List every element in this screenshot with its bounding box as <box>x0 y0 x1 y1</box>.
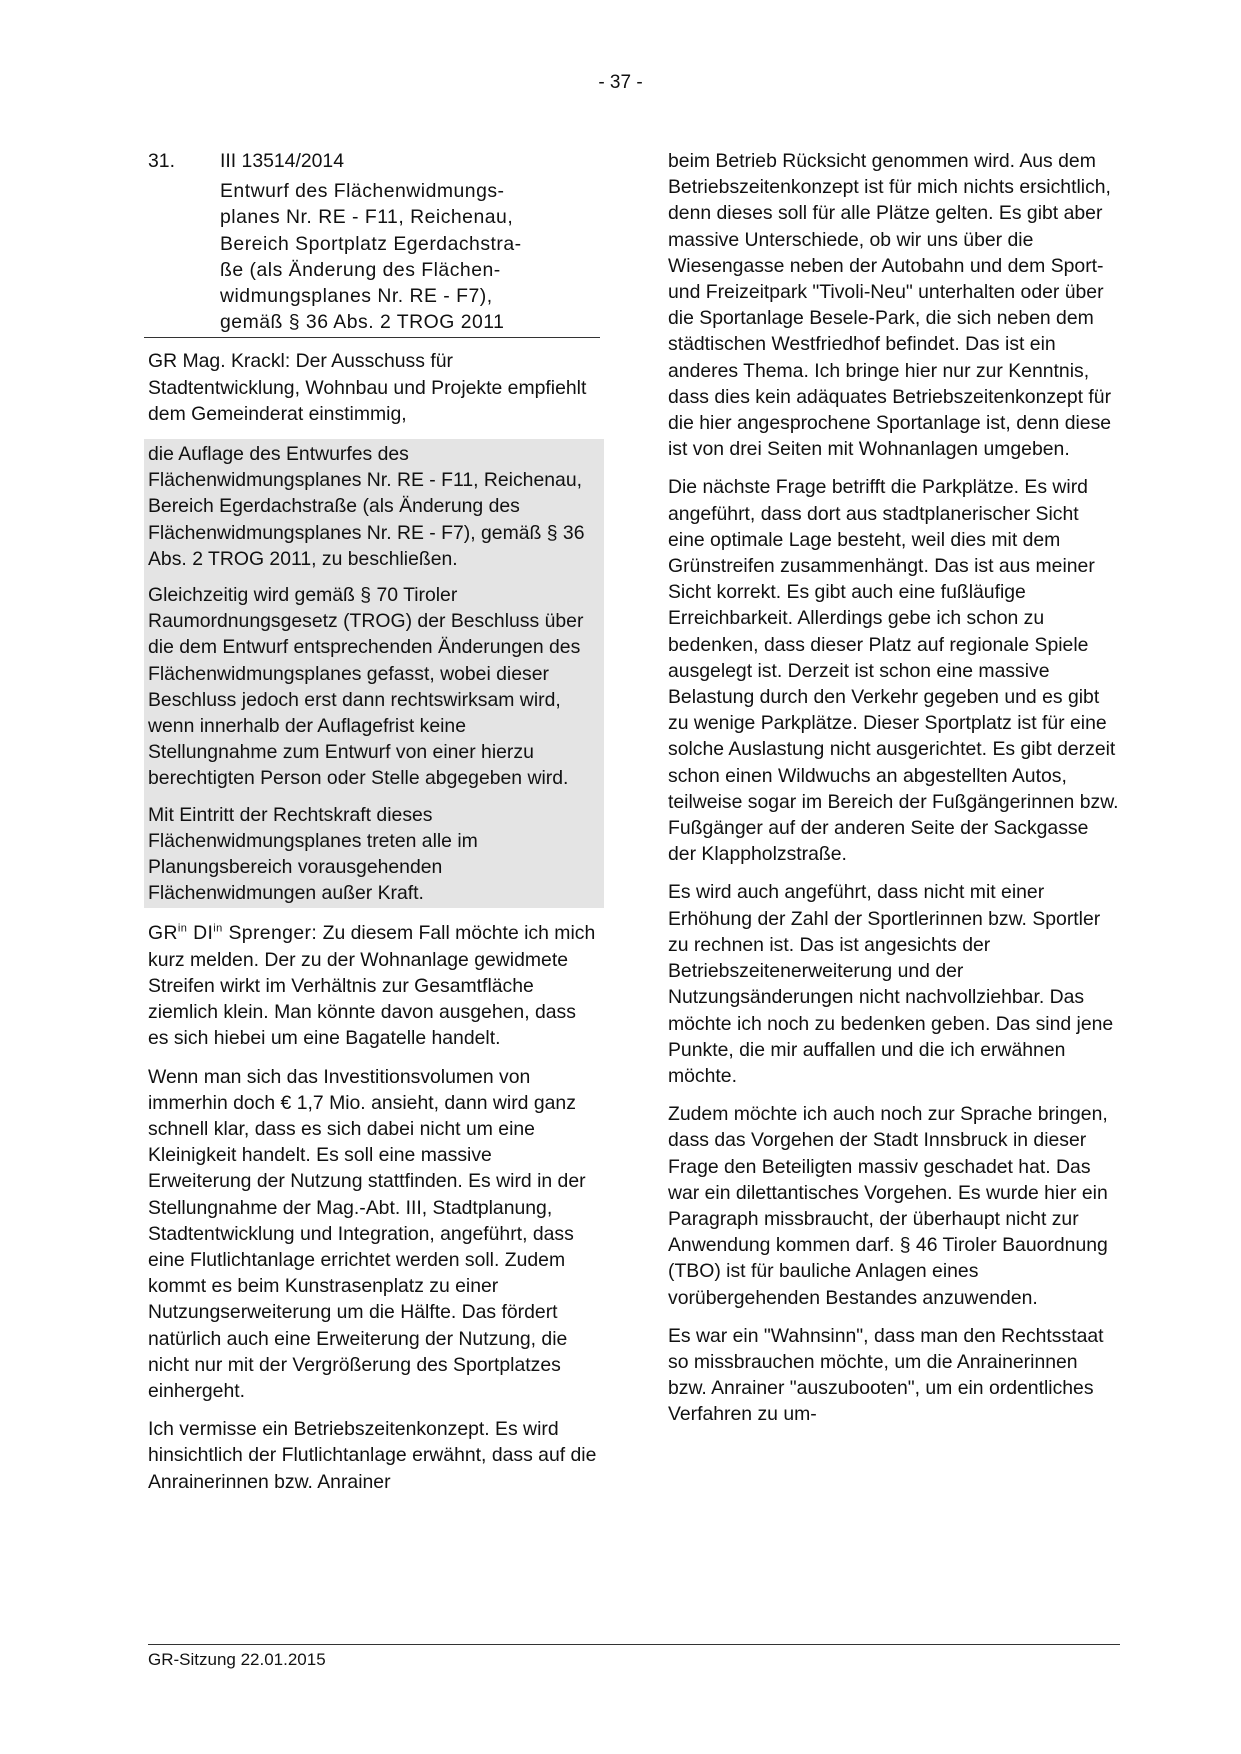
agenda-item-title-line: gemäß § 36 Abs. 2 TROG 2011 <box>220 311 505 334</box>
motion-paragraph: die Auflage des Entwurfes des Flächenwidmungsplanes Nr. RE - F11, Reichenau, Bereich Egerdachstraße (als Änderung des Flächenwidmungsplanes Nr. RE - F7), gemäß § 36 Abs. 2 TROG 2011, zu beschließen. <box>148 443 585 570</box>
agenda-item-header <box>148 148 600 174</box>
speech-paragraph: Es war ein "Wahnsinn", dass man den Rechtsstaat so missbrauchen möchte, um die Anrainerinnen bzw. Anrainer "auszubooten", um ein ordentliches Verfahren zu um- <box>668 1324 1104 1426</box>
motion-text-box <box>144 439 604 908</box>
agenda-item-title-line: planes Nr. RE - F11, Reichenau, <box>220 206 514 229</box>
speech-paragraph: beim Betrieb Rücksicht genommen wird. Aus dem Betriebszeitenkonzept ist für mich nichts ersichtlich, denn dieses soll für alle Plätze gelten. Es gibt aber massive Unterschiede, ob wir uns über die Wiesengasse neben der Autobahn und dem Sport- und Freizeitpark "Tivoli-Neu" unterhalten oder über die Sportanlage Besele-Park, die sich neben dem städtischen Westfriedhof befindet. Das ist ein anderes Thema. Ich bringe hier nur zur Kenntnis, dass dies kein adäquates Betriebszeitenkonzept für die hier angesprochene Sportanlage ist, denn diese ist von drei Seiten mit Wohnanlagen umgeben. <box>668 150 1112 461</box>
speech-paragraph: Die nächste Frage betrifft die Parkplätze. Es wird angeführt, dass dort aus stadtplanerischer Sicht eine optimale Lage besteht, weil dies mit dem Grünstreifen zusammenhängt. Das ist aus meiner Sicht korrekt. Es gibt auch eine fußläufige Erreichbarkeit. Allerdings gebe ich schon zu bedenken, dass dieser Platz auf regionale Spiele ausgelegt ist. Derzeit ist schon eine massive Belastung durch den Verkehr gegeben und es gibt zu wenige Parkplätze. Dieser Sportplatz ist für eine solche Auslastung nicht ausgerichtet. Es gibt derzeit schon einen Wildwuchs an abgestellten Autos, teilweise sogar im Bereich der Fußgängerinnen bzw. Fußgänger auf der anderen Seite der Sackgasse der Klappholzstraße. <box>668 476 1119 866</box>
agenda-item-title-line: widmungsplanes Nr. RE - F7), <box>220 285 493 308</box>
speech-paragraph: Es wird auch angeführt, dass nicht mit einer Erhöhung der Zahl der Sportlerinnen bzw. Sportler zu rechnen ist. Das ist angesichts der Betriebszeitenerweiterung und der Nutzungsänderungen nicht nachvollziehbar. Das möchte ich noch zu bedenken geben. Das sind jene Punkte, die mir auffallen und die ich erwähnen möchte. <box>668 881 1114 1087</box>
speech-paragraph: Ich vermisse ein Betriebszeitenkonzept. Es wird hinsichtlich der Flutlichtanlage erwähnt, dass auf die Anrainerinnen bzw. Anrainer <box>148 1418 597 1493</box>
left-column <box>148 148 600 1507</box>
agenda-item-number: 31. <box>148 150 175 172</box>
right-column <box>668 148 1120 1440</box>
speech-paragraph <box>148 920 600 1051</box>
agenda-item-title <box>148 178 600 335</box>
speech-paragraph: Wenn man sich das Investitionsvolumen von immerhin doch € 1,7 Mio. ansieht, dann wird ganz schnell klar, dass es sich dabei nicht um eine Kleinigkeit handelt. Es soll eine massive Erweiterung der Nutzung stattfinden. Es wird in der Stellungnahme der Mag.-Abt. III, Stadtplanung, Stadtentwicklung und Integration, angeführt, dass eine Flutlichtanlage errichtet werden soll. Zudem kommt es beim Kunstrasenplatz zu einer Nutzungserweiterung um die Hälfte. Das fördert natürlich auch eine Erweiterung der Nutzung, die nicht nur mit der Vergrößerung des Sportplatzes einhergeht. <box>148 1065 586 1402</box>
speech-paragraph: Zudem möchte ich auch noch zur Sprache bringen, dass das Vorgehen der Stadt Innsbruck in dieser Frage den Beteiligten massiv geschadet hat. Das war ein dilettantisches Vorgehen. Es wurde hier ein Paragraph missbraucht, der überhaupt nicht zur Anwendung kommen darf. § 46 Tiroler Bauordnung (TBO) ist für bauliche Anlagen eines vorübergehenden Bestandes anzuwenden. <box>668 1103 1108 1309</box>
agenda-item-reference: III 13514/2014 <box>220 150 344 172</box>
motion-paragraph: Gleichzeitig wird gemäß § 70 Tiroler Raumordnungsgesetz (TROG) der Beschluss über die dem Entwurf entsprechenden Änderungen des Flächenwidmungsplanes gefasst, wobei dieser Beschluss jedoch erst dann rechtswirksam wird, wenn innerhalb der Auflagefrist keine Stellungnahme zum Entwurf von einer hierzu berechtigten Person oder Stelle abgegeben wird. <box>148 584 584 790</box>
speech-text: Zu diesem Fall möchte ich mich kurz melden. Der zu der Wohnanlage gewidmete Streifen wirkt im Verhältnis zur Gesamtfläche ziemlich klein. Man könnte davon ausgehen, dass es sich hiebei um eine Bagatelle handelt. <box>148 922 596 1050</box>
motion-paragraph: Mit Eintritt der Rechtskraft dieses Flächenwidmungsplanes treten alle im Planungsbereich vorausgehenden Flächenwidmungen außer Kraft. <box>148 803 478 905</box>
page-number: - 37 - <box>598 72 643 93</box>
footer-divider <box>148 1644 1120 1645</box>
agenda-item-title-line: Bereich Sportplatz Egerdachstra- <box>220 232 522 255</box>
agenda-item-title-line: Entwurf des Flächenwidmungs- <box>220 180 505 203</box>
committee-recommendation: GR Mag. Krackl: Der Ausschuss für Stadtentwicklung, Wohnbau und Projekte empfiehlt dem Gemeinderat einstimmig, <box>148 350 587 425</box>
footer-session-date: GR-Sitzung 22.01.2015 <box>148 1650 326 1669</box>
agenda-item-title-line: ße (als Änderung des Flächen- <box>220 258 501 281</box>
speaker-name: $GR^{in}$ $DI^{in}$ Sprenger: <box>148 922 318 945</box>
agenda-item-divider <box>144 337 600 338</box>
